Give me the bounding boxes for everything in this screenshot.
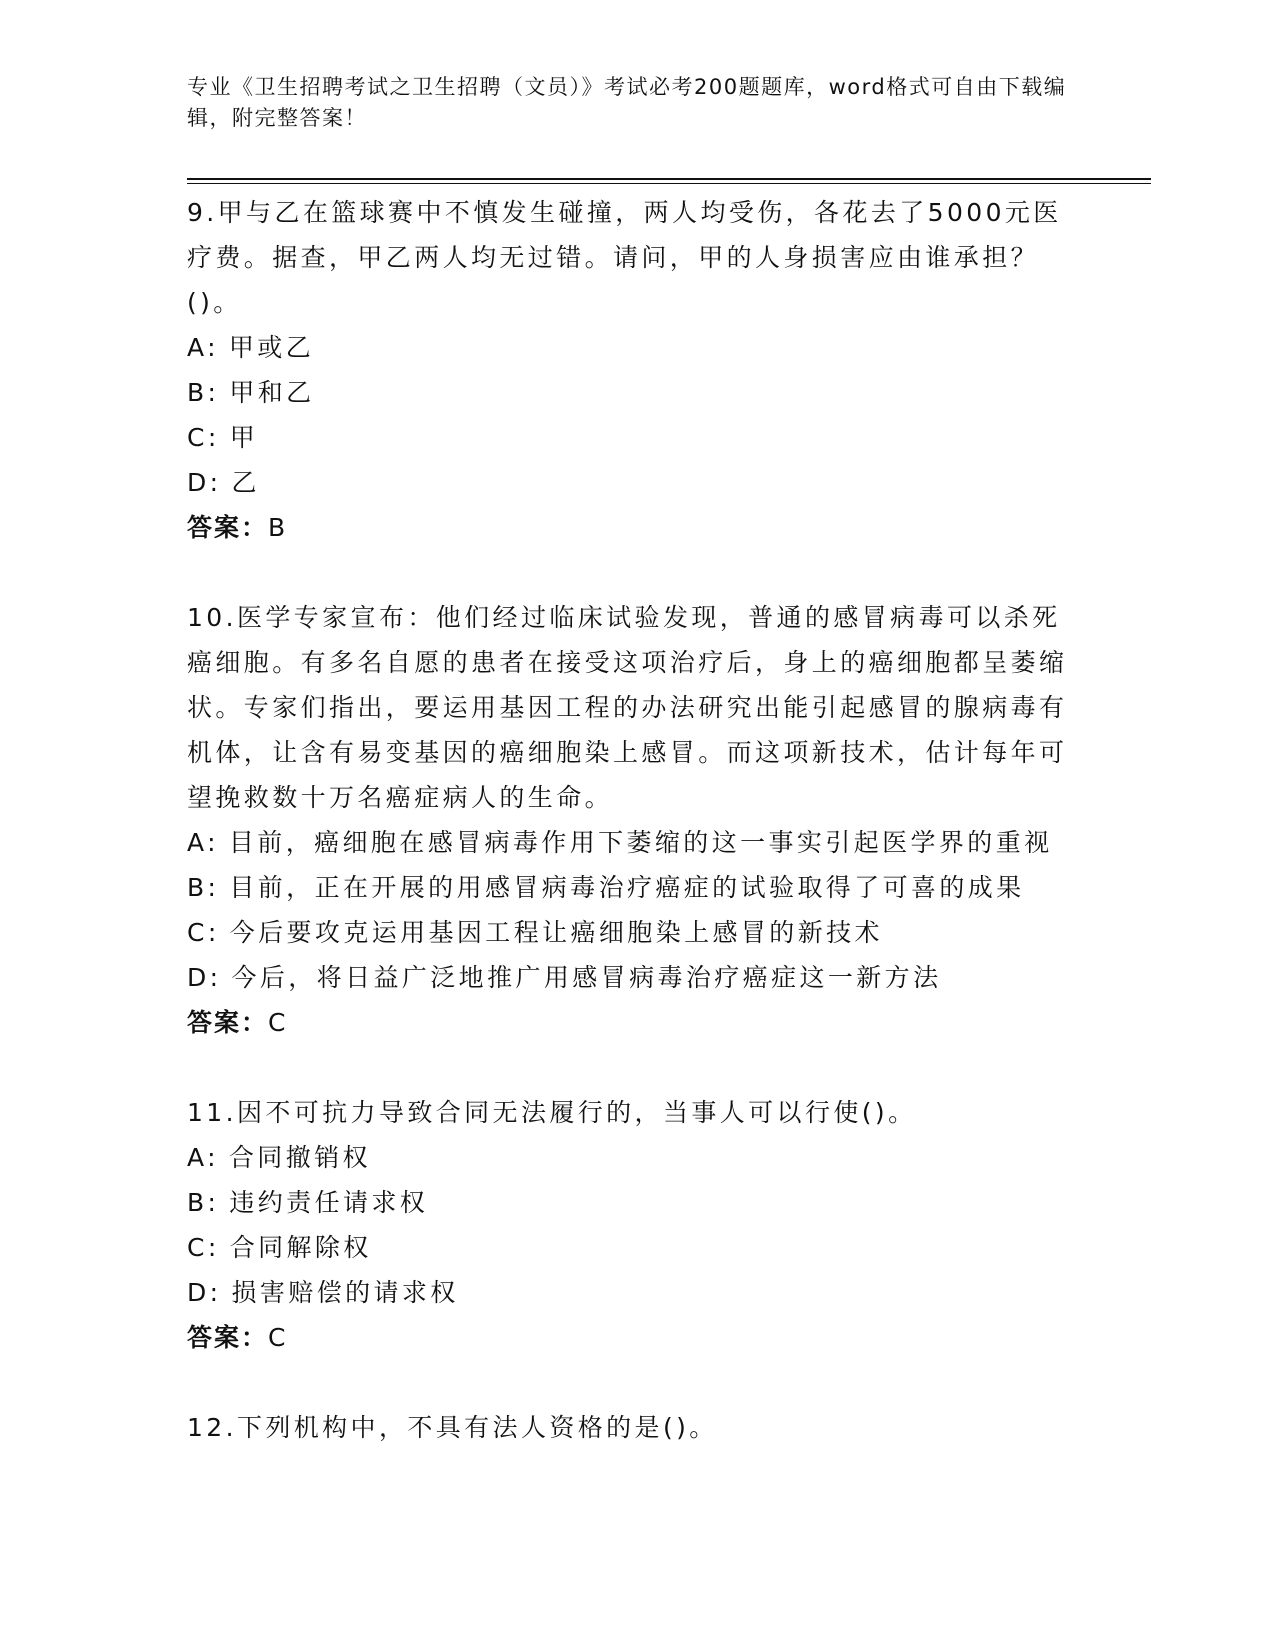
option-d (187, 460, 1077, 505)
header-divider-thick (187, 178, 1151, 180)
option-c (187, 415, 1077, 460)
option-d (187, 955, 1077, 1000)
question-10 (187, 595, 1077, 1045)
question-text: 12.下列机构中，不具有法人资格的是()。 (187, 1413, 718, 1442)
question-spacer (187, 1045, 1077, 1090)
option-b (187, 1180, 1077, 1225)
question-9 (187, 190, 1077, 550)
option-a (187, 1135, 1077, 1180)
answer-line (187, 505, 1077, 550)
option-c (187, 910, 1077, 955)
option-d (187, 1270, 1077, 1315)
question-spacer (187, 550, 1077, 595)
option-text: 甲和乙 (229, 378, 315, 407)
question-text: 11.因不可抗力导致合同无法履行的，当事人可以行使()。 (187, 1098, 917, 1127)
document-header: 专业《卫生招聘考试之卫生招聘（文员）》考试必考200题题库，word格式可自由下载编辑，附完整答案！ (187, 75, 1067, 130)
option-a (187, 820, 1077, 865)
option-text: 今后要攻克运用基因工程让癌细胞染上感冒的新技术 (229, 918, 883, 947)
question-12 (187, 1405, 1077, 1450)
question-text: 9.甲与乙在篮球赛中不慎发生碰撞，两人均受伤，各花去了5000元医疗费。据查，甲乙两人均无过错。请问，甲的人身损害应由谁承担？()。 (187, 198, 1062, 317)
answer-value: C (268, 1323, 288, 1352)
option-b (187, 370, 1077, 415)
option-key: B: (187, 873, 220, 902)
question-text: 10.医学专家宣布：他们经过临床试验发现，普通的感冒病毒可以杀死癌细胞。有多名自愿的患者在接受这项治疗后，身上的癌细胞都呈萎缩状。专家们指出，要运用基因工程的办法研究出能引起感冒的腺病毒有机体，让含有易变基因的癌细胞染上感冒。而这项新技术，估计每年可望挽救数十万名癌症病人的生命。 (187, 603, 1068, 812)
answer-label: 答案： (187, 1323, 269, 1352)
option-text: 目前，正在开展的用感冒病毒治疗癌症的试验取得了可喜的成果 (229, 873, 1025, 902)
option-a (187, 325, 1077, 370)
option-text: 合同解除权 (229, 1233, 372, 1262)
option-key: D: (187, 1278, 222, 1307)
option-text: 违约责任请求权 (229, 1188, 429, 1217)
option-key: A: (187, 333, 219, 362)
option-key: B: (187, 1188, 220, 1217)
option-text: 乙 (231, 468, 260, 497)
option-key: D: (187, 963, 222, 992)
option-text: 今后，将日益广泛地推广用感冒病毒治疗癌症这一新方法 (231, 963, 942, 992)
answer-label: 答案： (187, 513, 269, 542)
option-c (187, 1225, 1077, 1270)
option-key: D: (187, 468, 222, 497)
option-key: C: (187, 423, 220, 452)
answer-value: B (268, 513, 288, 542)
header-divider-thin (187, 183, 1151, 184)
question-list (187, 190, 1077, 1450)
answer-value: C (268, 1008, 288, 1037)
option-key: C: (187, 918, 220, 947)
option-text: 甲或乙 (228, 333, 315, 362)
option-key: B: (187, 378, 220, 407)
option-text: 损害赔偿的请求权 (231, 1278, 459, 1307)
answer-label: 答案： (187, 1008, 269, 1037)
option-text: 合同撤销权 (228, 1143, 371, 1172)
option-key: A: (187, 1143, 219, 1172)
answer-line (187, 1000, 1077, 1045)
question-11 (187, 1090, 1077, 1360)
option-text: 甲 (229, 423, 259, 452)
option-key: C: (187, 1233, 220, 1262)
option-key: A: (187, 828, 219, 857)
answer-line (187, 1315, 1077, 1360)
question-spacer (187, 1360, 1077, 1405)
option-b (187, 865, 1077, 910)
option-text: 目前，癌细胞在感冒病毒作用下萎缩的这一事实引起医学界的重视 (228, 828, 1053, 857)
